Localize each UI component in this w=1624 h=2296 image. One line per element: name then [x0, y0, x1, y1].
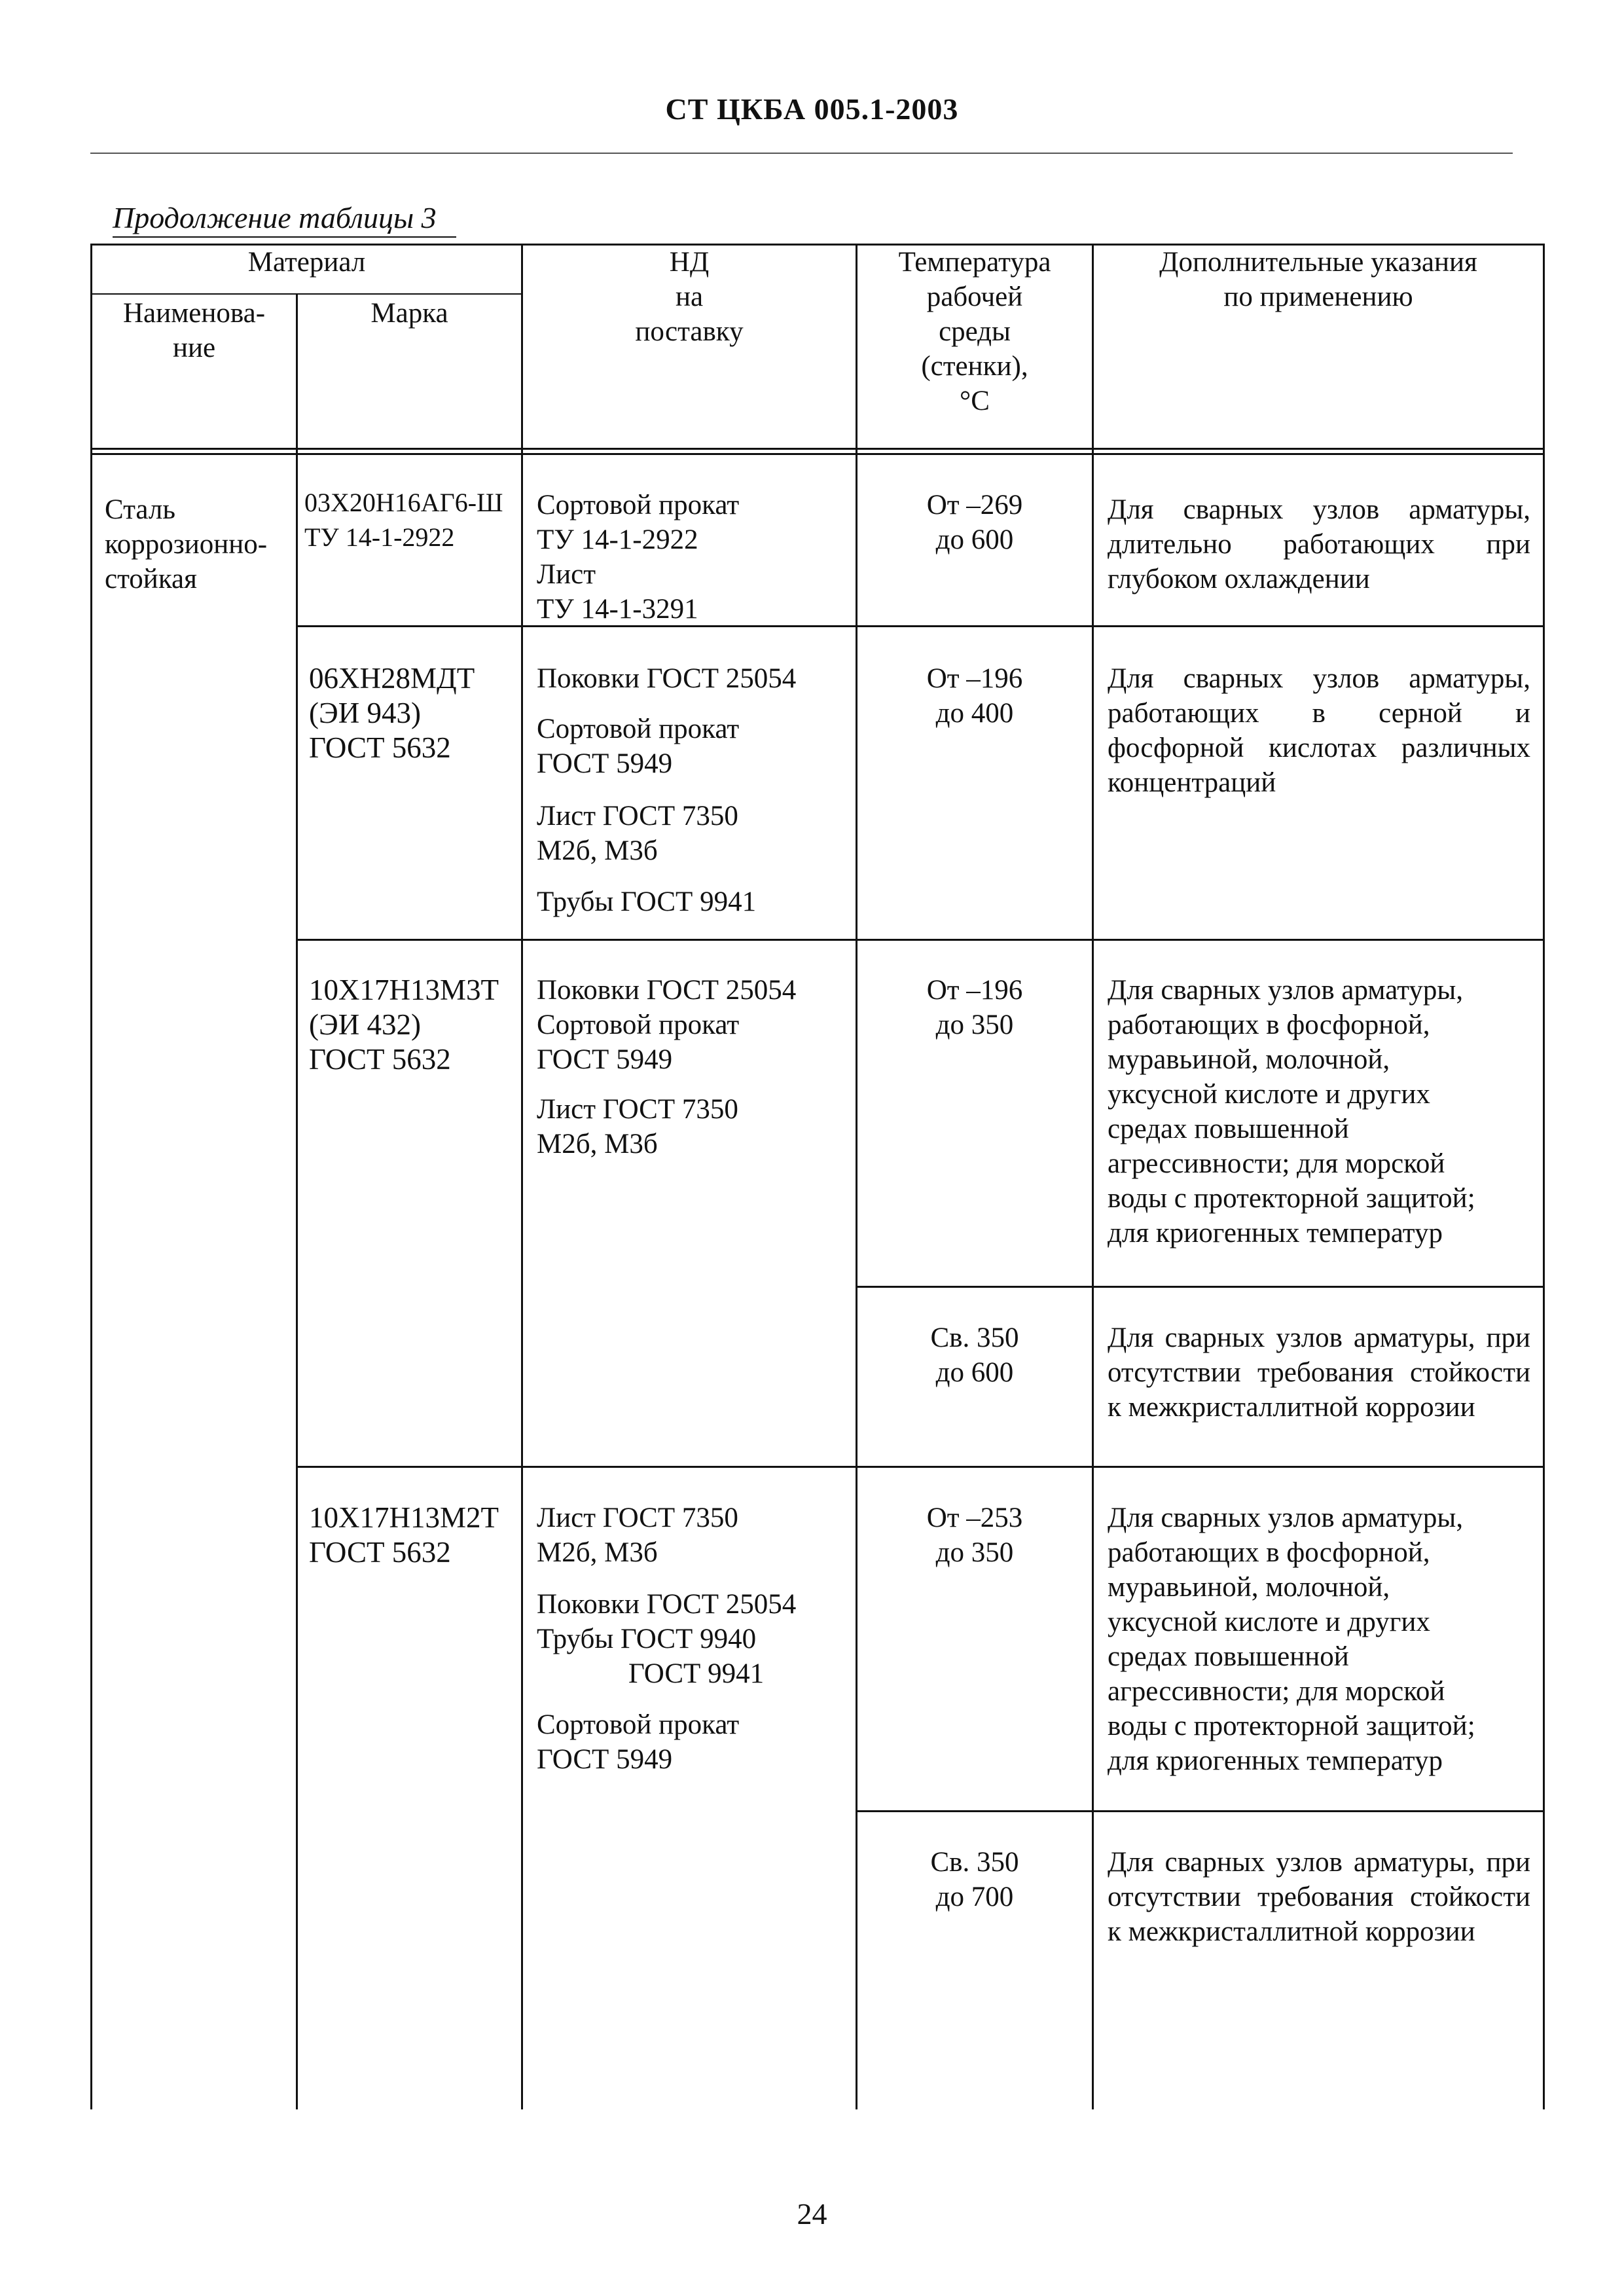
row3-notes: Для сварных узлов арматуры, работающих в фосфорной, муравьиной, молочной, уксусной кислоте и других средах повышенной агрессивности; для морской воды с протекторной защитой; для криогенных температур — [1108, 975, 1475, 1248]
col-notes-line — [1092, 244, 1094, 2109]
row3-bottom-line — [296, 1466, 1545, 1468]
col-nd-line — [521, 244, 523, 2109]
header-bottom-line-2 — [90, 453, 1545, 455]
row2-nd-sheet: Лист ГОСТ 7350 М2б, М3б — [537, 801, 738, 866]
row3a-bottom-line — [856, 1286, 1545, 1288]
header-rule — [90, 153, 1513, 154]
material-underline — [90, 293, 521, 295]
row2-nd-forgings: Поковки ГОСТ 25054 — [537, 663, 797, 694]
row2-nd-pipes: Трубы ГОСТ 9941 — [537, 886, 757, 917]
row4-temperature: От –253 до 350 — [926, 1503, 1023, 1568]
header-grade: Марка — [370, 298, 448, 329]
row4-nd-pipes-2: ГОСТ 9941 — [628, 1658, 765, 1689]
row4-notes: Для сварных узлов арматуры, работающих в фосфорной, муравьиной, молочной, уксусной кислоте и других средах повышенной агрессивности; для морской воды с протекторной защитой; для криогенных температур — [1108, 1503, 1475, 1776]
row2-temperature: От –196 до 400 — [926, 663, 1023, 729]
header-bottom-line — [90, 448, 1545, 450]
row2-grade: 06ХН28МДТ (ЭИ 943) ГОСТ 5632 — [309, 662, 475, 764]
header-name: Наименова- ние — [122, 298, 266, 363]
row2-bottom-line — [296, 939, 1545, 941]
table-left-border — [90, 244, 92, 2109]
row4-temperature-2: Св. 350 до 700 — [930, 1847, 1019, 1912]
row1-notes: Для сварных узлов арматуры, длительно работающих при глубоком охлаждении — [1108, 494, 1530, 594]
row4-grade: 10Х17Н13М2Т ГОСТ 5632 — [309, 1501, 499, 1569]
row4-nd-sheet: Лист ГОСТ 7350 М2б, М3б — [537, 1503, 738, 1568]
table-right-border — [1543, 244, 1545, 2109]
row1-temperature: От –269 до 600 — [926, 490, 1023, 555]
table-caption: Продолжение таблицы 3 — [113, 200, 456, 238]
page-number: 24 — [797, 2197, 827, 2231]
row4-notes-2: Для сварных узлов арматуры, при отсутствии требования стойкости к межкристаллитной коррозии — [1108, 1847, 1530, 1947]
document-header: СТ ЦКБА 005.1-2003 — [665, 92, 959, 126]
header-material: Материал — [247, 247, 366, 278]
row4a-bottom-line — [856, 1810, 1545, 1812]
header-temperature: Температура рабочей среды (стенки), °C — [898, 247, 1051, 416]
row3-temperature-2: Св. 350 до 600 — [930, 1322, 1019, 1388]
header-nd: НД на поставку — [635, 247, 744, 347]
row4-nd-forgings-pipes: Поковки ГОСТ 25054 Трубы ГОСТ 9940 — [537, 1589, 797, 1654]
header-notes: Дополнительные указания по применению — [1159, 247, 1477, 312]
row3-notes-2: Для сварных узлов арматуры, при отсутствии требования стойкости к межкристаллитной коррозии — [1108, 1322, 1530, 1423]
material-name: Сталь коррозионно- стойкая — [105, 494, 268, 594]
row3-temperature: От –196 до 350 — [926, 975, 1023, 1040]
row4-nd-bar: Сортовой прокат ГОСТ 5949 — [537, 1709, 740, 1775]
row2-notes: Для сварных узлов арматуры, работающих в серной и фосфорной кислотах различных концентраций — [1108, 663, 1530, 798]
col-grade-line — [296, 453, 298, 2109]
row3-nd-forgings-bar: Поковки ГОСТ 25054 Сортовой прокат ГОСТ 5949 — [537, 975, 797, 1075]
row1-grade: 03Х20Н16АГ6-Ш ТУ 14-1-2922 — [304, 488, 503, 552]
row3-nd-sheet: Лист ГОСТ 7350 М2б, М3б — [537, 1094, 738, 1159]
row3-grade: 10Х17Н13М3Т (ЭИ 432) ГОСТ 5632 — [309, 974, 499, 1076]
row1-bottom-line — [296, 625, 1545, 627]
row2-nd-bar: Сортовой прокат ГОСТ 5949 — [537, 714, 740, 779]
row1-nd: Сортовой прокат ТУ 14-1-2922 Лист ТУ 14-1-3291 — [537, 490, 740, 625]
